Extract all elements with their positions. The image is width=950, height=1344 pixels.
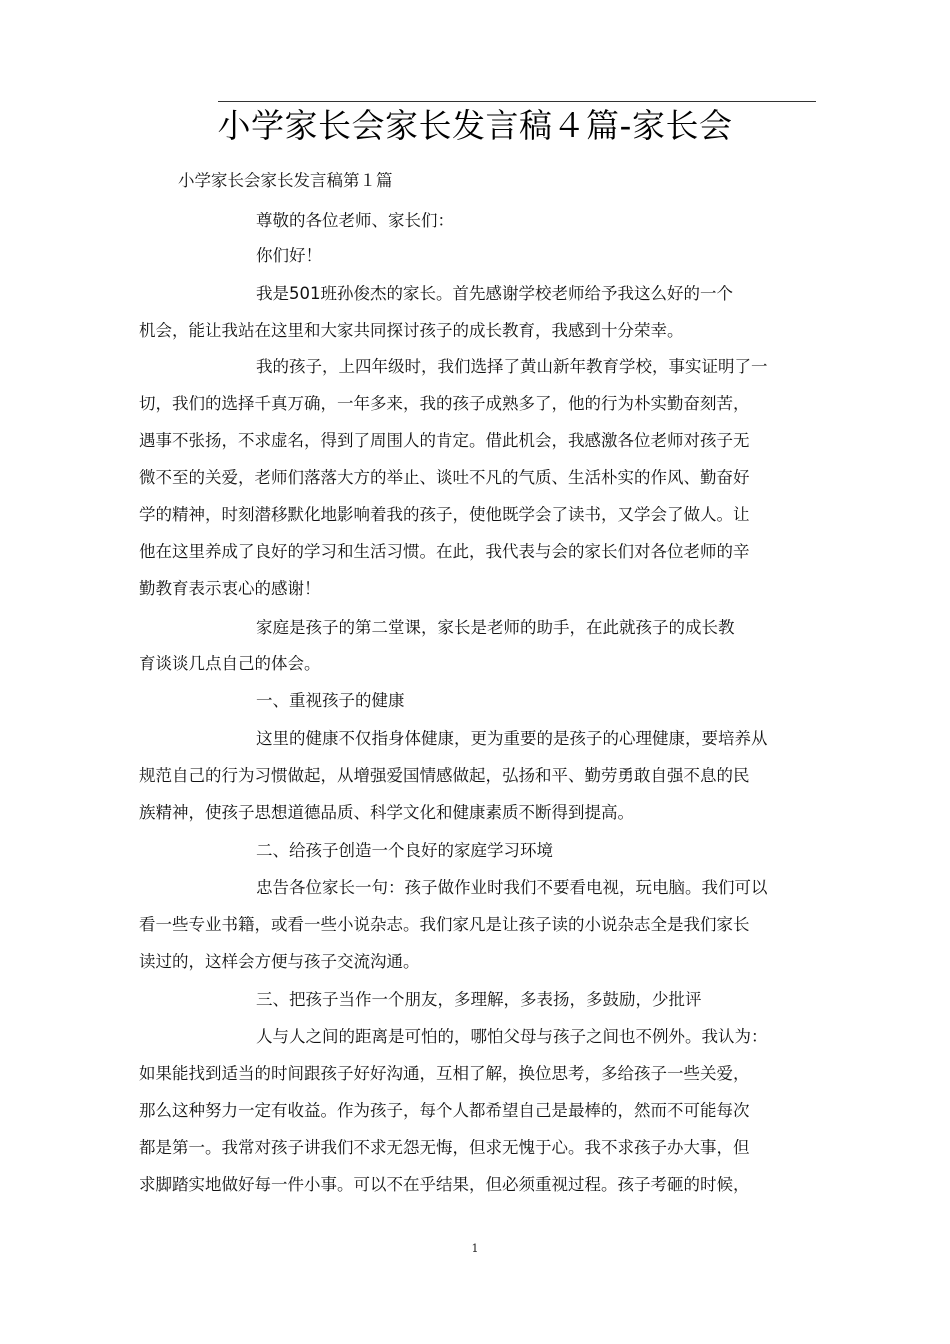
body-line: 人与人之间的距离是可怕的，哪怕父母与孩子之间也不例外。我认为： bbox=[256, 1027, 768, 1046]
document-title: 小学家长会家长发言稿４篇-家长会 bbox=[217, 106, 733, 145]
body-line: 都是第一。我常对孩子讲我们不求无怨无悔，但求无愧于心。我不求孩子办大事，但 bbox=[139, 1138, 750, 1157]
body-line: 忠告各位家长一句：孩子做作业时我们不要看电视，玩电脑。我们可以 bbox=[256, 878, 768, 897]
section-heading: 二、给孩子创造一个良好的家庭学习环境 bbox=[256, 841, 553, 860]
body-line: 族精神，使孩子思想道德品质、科学文化和健康素质不断得到提高。 bbox=[139, 803, 634, 822]
body-line: 如果能找到适当的时间跟孩子好好沟通，互相了解，换位思考，多给孩子一些关爱， bbox=[139, 1064, 750, 1083]
body-line: 遇事不张扬，不求虚名，得到了周围人的肯定。借此机会，我感激各位老师对孩子无 bbox=[139, 431, 750, 450]
section-subtitle: 小学家长会家长发言稿第１篇 bbox=[178, 171, 393, 190]
body-line: 我的孩子，上四年级时，我们选择了黄山新年教育学校，事实证明了一 bbox=[256, 357, 768, 376]
header-rule bbox=[218, 101, 816, 102]
body-line: 勤教育表示衷心的感谢！ bbox=[139, 579, 321, 598]
body-line: 切，我们的选择千真万确，一年多来，我的孩子成熟多了，他的行为朴实勤奋刻苦， bbox=[139, 394, 750, 413]
section-heading: 一、重视孩子的健康 bbox=[256, 691, 405, 710]
body-line: 家庭是孩子的第二堂课，家长是老师的助手，在此就孩子的成长教 bbox=[256, 618, 735, 637]
body-line: 微不至的关爱，老师们落落大方的举止、谈吐不凡的气质、生活朴实的作风、勤奋好 bbox=[139, 468, 750, 487]
body-line: 学的精神，时刻潜移默化地影响着我的孩子，使他既学会了读书，又学会了做人。让 bbox=[139, 505, 750, 524]
body-line: 他在这里养成了良好的学习和生活习惯。在此，我代表与会的家长们对各位老师的辛 bbox=[139, 542, 750, 561]
body-line: 尊敬的各位老师、家长们： bbox=[256, 211, 454, 230]
body-line: 那么这种努力一定有收益。作为孩子，每个人都希望自己是最棒的，然而不可能每次 bbox=[139, 1101, 750, 1120]
body-line: 看一些专业书籍，或看一些小说杂志。我们家凡是让孩子读的小说杂志全是我们家长 bbox=[139, 915, 750, 934]
page-number: 1 bbox=[471, 1242, 479, 1255]
body-line: 我是501班孙俊杰的家长。首先感谢学校老师给予我这么好的一个 bbox=[256, 284, 733, 303]
section-heading: 三、把孩子当作一个朋友，多理解，多表扬，多鼓励，少批评 bbox=[256, 990, 702, 1009]
body-line: 读过的，这样会方便与孩子交流沟通。 bbox=[139, 952, 420, 971]
body-line: 机会，能让我站在这里和大家共同探讨孩子的成长教育，我感到十分荣幸。 bbox=[139, 321, 684, 340]
body-line: 你们好！ bbox=[256, 246, 322, 265]
body-line: 求脚踏实地做好每一件小事。可以不在乎结果，但必须重视过程。孩子考砸的时候， bbox=[139, 1175, 750, 1194]
body-line: 规范自己的行为习惯做起，从增强爱国情感做起，弘扬和平、勤劳勇敢自强不息的民 bbox=[139, 766, 750, 785]
body-line: 这里的健康不仅指身体健康，更为重要的是孩子的心理健康，要培养从 bbox=[256, 729, 768, 748]
body-line: 育谈谈几点自己的体会。 bbox=[139, 654, 321, 673]
